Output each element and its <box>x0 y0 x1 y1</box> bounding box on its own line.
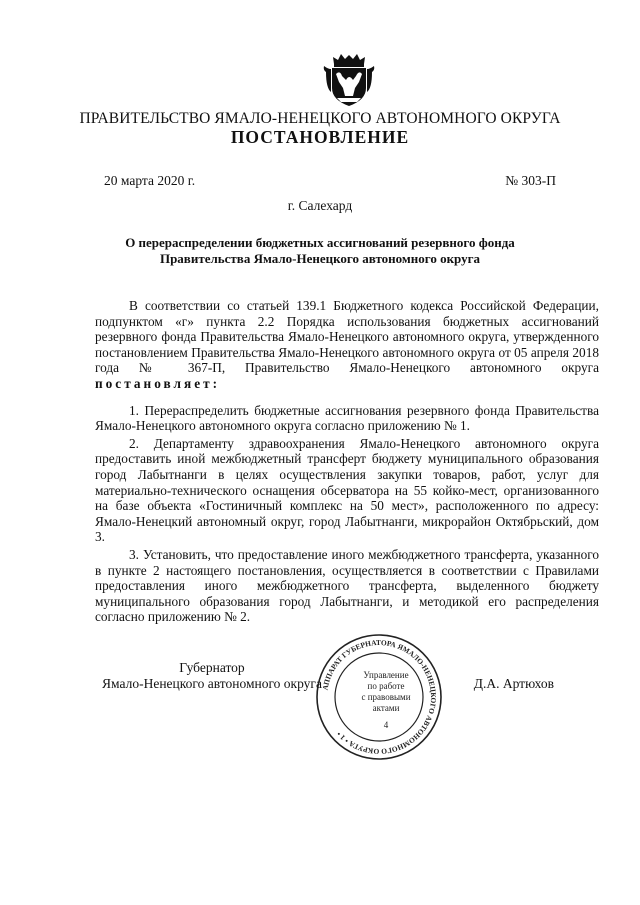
document-type: ПОСТАНОВЛЕНИЕ <box>230 127 410 147</box>
item-1: 1. Перераспределить бюджетные ассигнования резервного фонда Правительства Ямало-Ненецкого автономного округа согласно приложению № 1. <box>95 402 599 434</box>
seal-line: актами <box>372 703 400 713</box>
document-city: г. Салехард <box>287 198 353 213</box>
coat-of-arms-icon <box>322 52 376 108</box>
seal-line: по работе <box>367 681 405 691</box>
item-2: 2. Департаменту здравоохранения Ямало-Ненецкого автономного округа предоставить иной межбюджетный трансферт бюджету муниципального образования город Лабытнанги в целях осуществления закупки товаров, работ, услуг для материально-технического оснащения обсерватора на 55 койко-мест, организованного на базе объекта «Гостиничный комплекс на 50 мест», расположенного по адресу: Ямало-Ненецкий автономный округ, город Лабытнанги, микрорайон Октябрьский, дом 3. <box>95 435 599 545</box>
seal-line: с правовыми <box>361 692 411 702</box>
document-title <box>110 235 530 267</box>
seal-line: Управление <box>363 670 409 680</box>
document-number: № 303-П <box>505 173 556 188</box>
title-line: О перераспределении бюджетных ассигнований резервного фонда <box>125 235 515 250</box>
position-line: Губернатор <box>179 660 245 675</box>
seal-ring-text: АППАРАТ ГУБЕРНАТОРА ЯМАЛО-НЕНЕЦКОГО АВТОНОМНОГО ОКРУГА • 1 • <box>320 637 439 757</box>
resolves-word: постановляет: <box>95 375 221 391</box>
item-3: 3. Установить, что предоставление иного межбюджетного трансферта, указанного в пункте 2 настоящего постановления, осуществляется в соответствии с Правилами предоставления иного межбюджетного трансферта, выделенного бюджету муниципального образования город Лабытнанги, и методикой его распределения согласно приложению № 2. <box>95 546 599 625</box>
preamble-text: В соответствии со статьей 139.1 Бюджетного кодекса Российской Федерации, подпунктом «г» пункта 2.2 Порядка использования бюджетных ассигнований резервного фонда Правительства Ямало-Ненецкого автономного округа, утвержденного постановлением Правительства Ямало-Ненецкого автономного округа от 05 апреля 2018 года № 367-П, Правительство Ямало-Ненецкого автономного округа <box>95 298 599 376</box>
document-date: 20 марта 2020 г. <box>104 173 196 188</box>
signatory-name: Д.А. Артюхов <box>473 676 554 691</box>
official-seal <box>314 632 444 762</box>
signatory-position <box>96 660 328 692</box>
seal-mark: 4 <box>383 720 389 730</box>
preamble-paragraph <box>95 298 599 392</box>
organization-name: ПРАВИТЕЛЬСТВО ЯМАЛО-НЕНЕЦКОГО АВТОНОМНОГО ОКРУГА <box>79 110 561 127</box>
document-body <box>95 298 599 625</box>
title-line: Правительства Ямало-Ненецкого автономного округа <box>159 251 481 266</box>
position-line: Ямало-Ненецкого автономного округа <box>102 676 322 691</box>
